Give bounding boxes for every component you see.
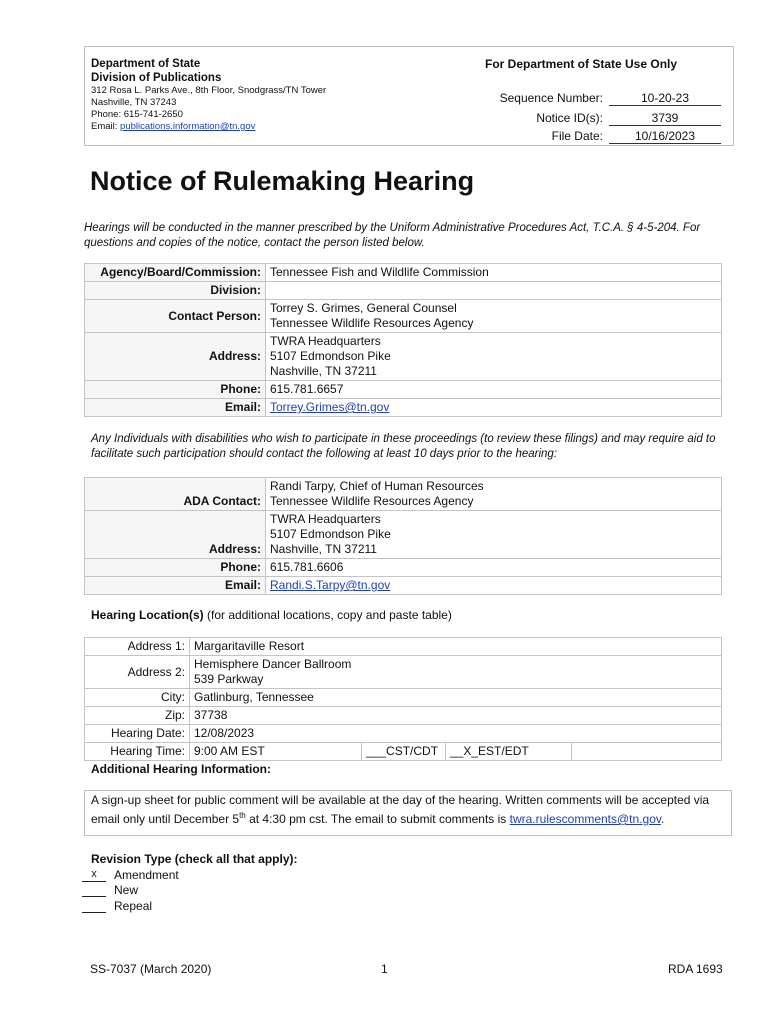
address-value[interactable] [266, 333, 722, 381]
hearing-location-heading-rest: (for additional locations, copy and paste table) [203, 608, 452, 622]
revision-checkbox[interactable] [82, 899, 106, 913]
sequence-number-label: Sequence Number: [499, 91, 603, 105]
address2-line: 539 Parkway [194, 672, 264, 686]
additional-info-sup: th [239, 811, 246, 820]
department-phone: Phone: 615-741-2650 [91, 109, 183, 120]
agency-row [85, 264, 722, 282]
hearing-time-label: Hearing Time: [85, 743, 190, 761]
address2-line: Hemisphere Dancer Ballroom [194, 657, 352, 671]
ada-address-row [85, 511, 722, 559]
ada-contact-line: Tennessee Wildlife Resources Agency [270, 494, 474, 508]
hearing-location-heading [91, 608, 452, 622]
ada-address-line: 5107 Edmondson Pike [270, 527, 391, 541]
ada-address-label: Address: [85, 511, 266, 559]
city-value[interactable]: Gatlinburg, Tennessee [190, 689, 722, 707]
hearing-date-label: Hearing Date: [85, 725, 190, 743]
address-row [85, 333, 722, 381]
department-email-link[interactable]: publications.information@tn.gov [120, 121, 256, 132]
ada-contact-line: Randi Tarpy, Chief of Human Resources [270, 479, 484, 493]
additional-info-text-a: A sign-up sheet for public comment will be available at the day of the hearing. Written comments will be accepted via email only until December 5 [91, 793, 710, 826]
cst-option[interactable]: ___CST/CDT [362, 743, 446, 761]
zip-label: Zip: [85, 707, 190, 725]
email-label: Email: [85, 399, 266, 417]
hearing-time-row [85, 743, 722, 761]
comments-email-link[interactable]: twra.rulescomments@tn.gov [509, 812, 661, 826]
ada-phone-value[interactable]: 615.781.6606 [266, 559, 722, 577]
hearing-location-heading-bold: Hearing Location(s) [91, 608, 204, 622]
notice-id-label: Notice ID(s): [536, 111, 603, 125]
address2-row [85, 656, 722, 689]
contact-label: Contact Person: [85, 300, 266, 333]
ada-address-line: TWRA Headquarters [270, 512, 381, 526]
additional-info-text-c: . [660, 812, 665, 826]
agency-value[interactable]: Tennessee Fish and Wildlife Commission [266, 264, 722, 282]
office-use-title: For Department of State Use Only [485, 57, 678, 71]
hearing-date-value[interactable]: 12/08/2023 [190, 725, 722, 743]
ada-phone-label: Phone: [85, 559, 266, 577]
address2-value[interactable] [190, 656, 722, 689]
revision-option-label: Amendment [114, 867, 179, 882]
city-row [85, 689, 722, 707]
ada-address-line: Nashville, TN 37211 [270, 542, 377, 556]
department-block [91, 58, 326, 133]
zip-row [85, 707, 722, 725]
additional-info-box[interactable] [84, 790, 732, 836]
ada-phone-row [85, 559, 722, 577]
address-line: Nashville, TN 37211 [270, 364, 377, 378]
phone-row [85, 381, 722, 399]
address2-label: Address 2: [85, 656, 190, 689]
agency-label: Agency/Board/Commission: [85, 264, 266, 282]
header-box [84, 46, 734, 146]
hearing-time-value[interactable]: 9:00 AM EST [190, 743, 362, 761]
department-email-label: Email: [91, 121, 121, 132]
office-use-block [485, 57, 725, 143]
page-title: Notice of Rulemaking Hearing [90, 166, 475, 196]
division-value[interactable] [266, 282, 722, 300]
address-line: 5107 Edmondson Pike [270, 349, 391, 363]
est-option[interactable]: __X_EST/EDT [446, 743, 572, 761]
revision-checkbox[interactable]: x [82, 868, 106, 882]
department-name: Department of State [91, 58, 201, 70]
notice-id-row [485, 111, 725, 127]
phone-label: Phone: [85, 381, 266, 399]
revision-option-label: Repeal [114, 898, 153, 913]
hearing-location-table [84, 637, 722, 761]
department-email-line [91, 121, 326, 133]
department-address: 312 Rosa L. Parks Ave., 8th Floor, Snodgrass/TN Tower [91, 85, 327, 96]
division-name: Division of Publications [91, 71, 222, 84]
department-city: Nashville, TN 37243 [91, 97, 177, 108]
file-date-label: File Date: [551, 129, 603, 143]
additional-info-heading-text: Additional Hearing Information: [91, 762, 271, 776]
contact-line: Tennessee Wildlife Resources Agency [270, 316, 474, 330]
ada-email-cell [266, 577, 722, 595]
city-label: City: [85, 689, 190, 707]
intro-text: Hearings will be conducted in the manner prescribed by the Uniform Administrative Procedures Act, T.C.A. § 4-5-204. For questions and copies of the notice, contact the person listed below. [84, 222, 701, 249]
footer-rda: RDA 1693 [668, 962, 723, 976]
contact-row [85, 300, 722, 333]
address1-row [85, 638, 722, 656]
address-label: Address: [85, 333, 266, 381]
ada-contact-row [85, 478, 722, 511]
contact-line: Torrey S. Grimes, General Counsel [270, 301, 457, 315]
sequence-number-row [485, 91, 725, 107]
division-label: Division: [85, 282, 266, 300]
ada-note: Any Individuals with disabilities who wish to participate in these proceedings (to review these filings) and may require aid to facilitate such participation should contact the following at least 10 days prior to the hearing: [91, 433, 716, 460]
ada-contact-label: ADA Contact: [85, 478, 266, 511]
revision-option-repeal[interactable] [82, 899, 298, 915]
footer-page-number: 1 [381, 962, 388, 976]
email-cell [266, 399, 722, 417]
time-extra-cell [572, 743, 722, 761]
ada-email-link[interactable]: Randi.S.Tarpy@tn.gov [270, 578, 391, 592]
additional-info-text-b: at 4:30 pm cst. The email to submit comments is [245, 812, 510, 826]
revision-option-label: New [114, 883, 139, 897]
division-row [85, 282, 722, 300]
ada-email-row [85, 577, 722, 595]
address-line: TWRA Headquarters [270, 334, 381, 348]
file-date-row [485, 129, 725, 145]
ada-address-value[interactable] [266, 511, 722, 559]
file-date-value[interactable]: 10/16/2023 [609, 129, 721, 144]
zip-value[interactable]: 37738 [190, 707, 722, 725]
revision-option-new[interactable] [82, 883, 298, 899]
revision-type-block [82, 852, 298, 914]
footer-form-number: SS-7037 (March 2020) [90, 962, 212, 976]
ada-table [84, 477, 722, 595]
revision-option-amendment[interactable] [82, 868, 298, 884]
address1-value[interactable]: Margaritaville Resort [190, 638, 722, 656]
contact-value[interactable] [266, 300, 722, 333]
phone-value[interactable]: 615.781.6657 [266, 381, 722, 399]
ada-email-label: Email: [85, 577, 266, 595]
ada-contact-value[interactable] [266, 478, 722, 511]
sequence-number-value[interactable]: 10-20-23 [609, 91, 721, 106]
revision-checkbox[interactable] [82, 883, 106, 897]
contact-email-link[interactable]: Torrey.Grimes@tn.gov [270, 400, 390, 414]
hearing-date-row [85, 725, 722, 743]
agency-table [84, 263, 722, 417]
email-row [85, 399, 722, 417]
address1-label: Address 1: [85, 638, 190, 656]
additional-info-heading [91, 762, 271, 776]
revision-type-heading: Revision Type (check all that apply): [91, 852, 298, 866]
notice-id-value[interactable]: 3739 [609, 111, 721, 126]
